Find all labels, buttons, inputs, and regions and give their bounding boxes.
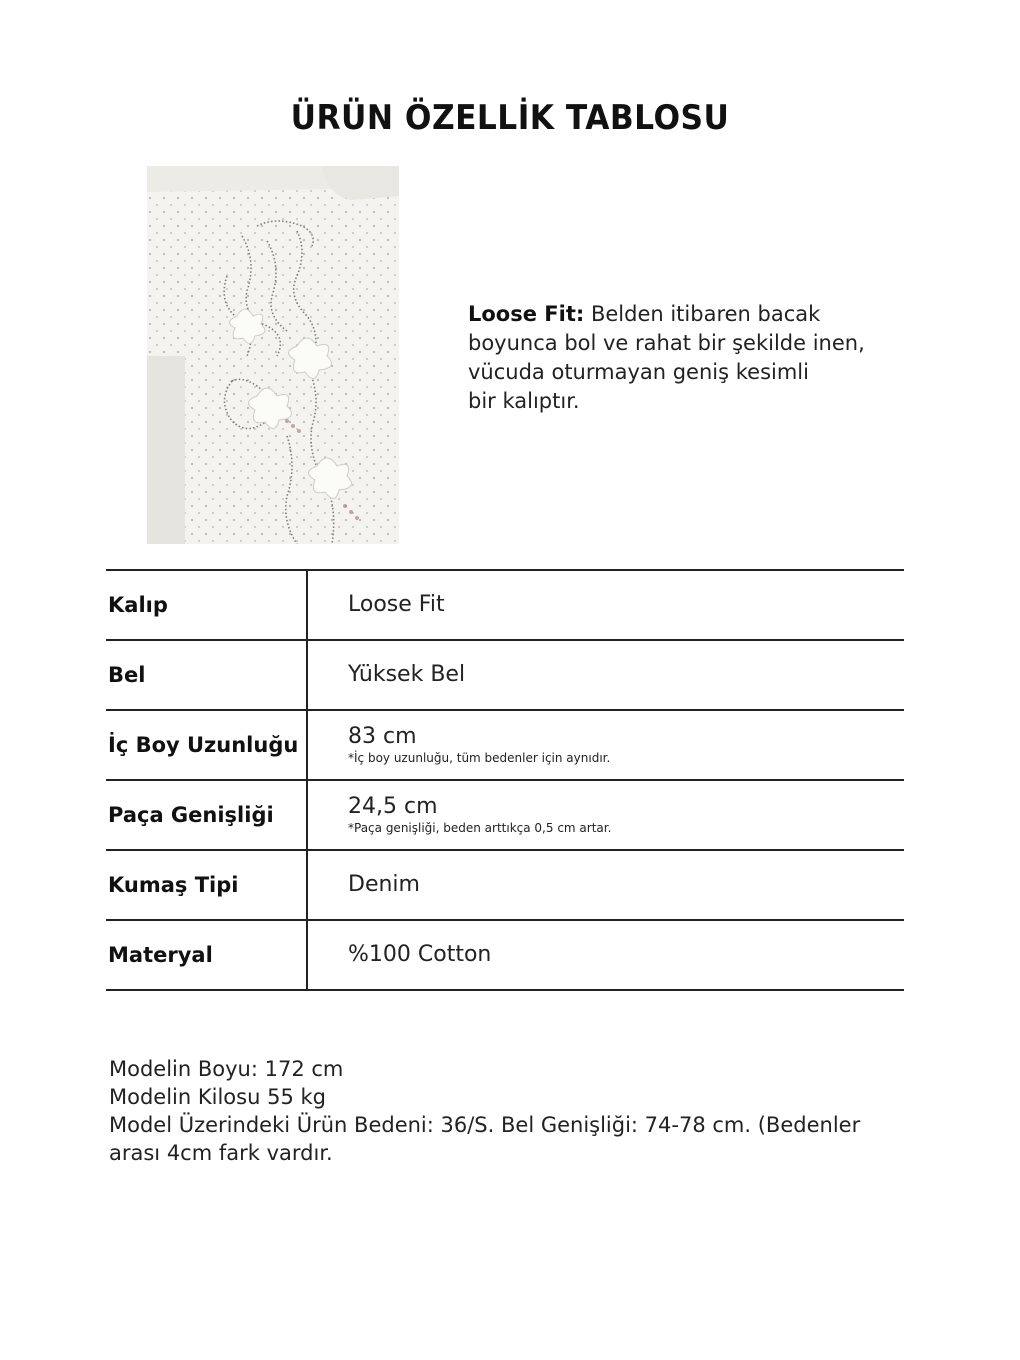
product-photo-illustration: [147, 166, 399, 544]
spec-value-cell: [348, 711, 610, 779]
column-divider: [306, 851, 308, 919]
spec-value: %100 Cotton: [348, 942, 492, 967]
spec-key: Kumaş Tipi: [108, 873, 239, 897]
spec-value: Denim: [348, 872, 420, 897]
column-divider: [306, 571, 308, 639]
model-weight: Modelin Kilosu 55 kg: [109, 1085, 326, 1109]
spec-value-cell: [348, 571, 445, 639]
model-info: [109, 1055, 909, 1167]
spec-row-paca: [106, 781, 904, 851]
spec-key: Kalıp: [108, 593, 168, 617]
description-label: Loose Fit:: [468, 302, 585, 326]
description-line-4: bir kalıptır.: [468, 389, 580, 413]
description-line-3: vücuda oturmayan geniş kesimli: [468, 360, 809, 384]
product-photo: [147, 166, 399, 544]
page-title: ÜRÜN ÖZELLİK TABLOSU: [290, 98, 730, 138]
column-divider: [306, 711, 308, 779]
spec-key: İç Boy Uzunluğu: [108, 733, 299, 757]
spec-table: [106, 569, 904, 991]
model-size-line: Model Üzerindeki Ürün Bedeni: 36/S. Bel Genişliği: 74-78 cm. (Bedenler: [109, 1113, 861, 1137]
spec-value-cell: [348, 781, 611, 849]
spec-key: Bel: [108, 663, 146, 687]
description-line-1: Loose Fit: Belden itibaren bacak: [468, 302, 821, 326]
spec-key: Materyal: [108, 943, 213, 967]
fit-description: [468, 300, 938, 416]
description-line-2: boyunca bol ve rahat bir şekilde inen,: [468, 331, 865, 355]
spec-value: 83 cm: [348, 724, 417, 749]
column-divider: [306, 641, 308, 709]
spec-row-materyal: [106, 921, 904, 991]
spec-key: Paça Genişliği: [108, 803, 274, 827]
spec-row-ic-boy: [106, 711, 904, 781]
spec-note: *Paça genişliği, beden arttıkça 0,5 cm artar.: [348, 821, 612, 835]
spec-row-kalip: [106, 571, 904, 641]
spec-row-kumas: [106, 851, 904, 921]
spec-note: *İç boy uzunluğu, tüm bedenler için aynıdır.: [348, 751, 611, 765]
spec-value-cell: [348, 641, 465, 709]
spec-value: Loose Fit: [348, 592, 445, 617]
column-divider: [306, 921, 308, 989]
spec-value-cell: [348, 921, 491, 989]
spec-row-bel: [106, 641, 904, 711]
model-size-note: arası 4cm fark vardır.: [109, 1141, 333, 1165]
spec-value: Yüksek Bel: [348, 662, 466, 687]
model-height: Modelin Boyu: 172 cm: [109, 1057, 344, 1081]
column-divider: [306, 781, 308, 849]
spec-value-cell: [348, 851, 420, 919]
spec-value: 24,5 cm: [348, 794, 438, 819]
